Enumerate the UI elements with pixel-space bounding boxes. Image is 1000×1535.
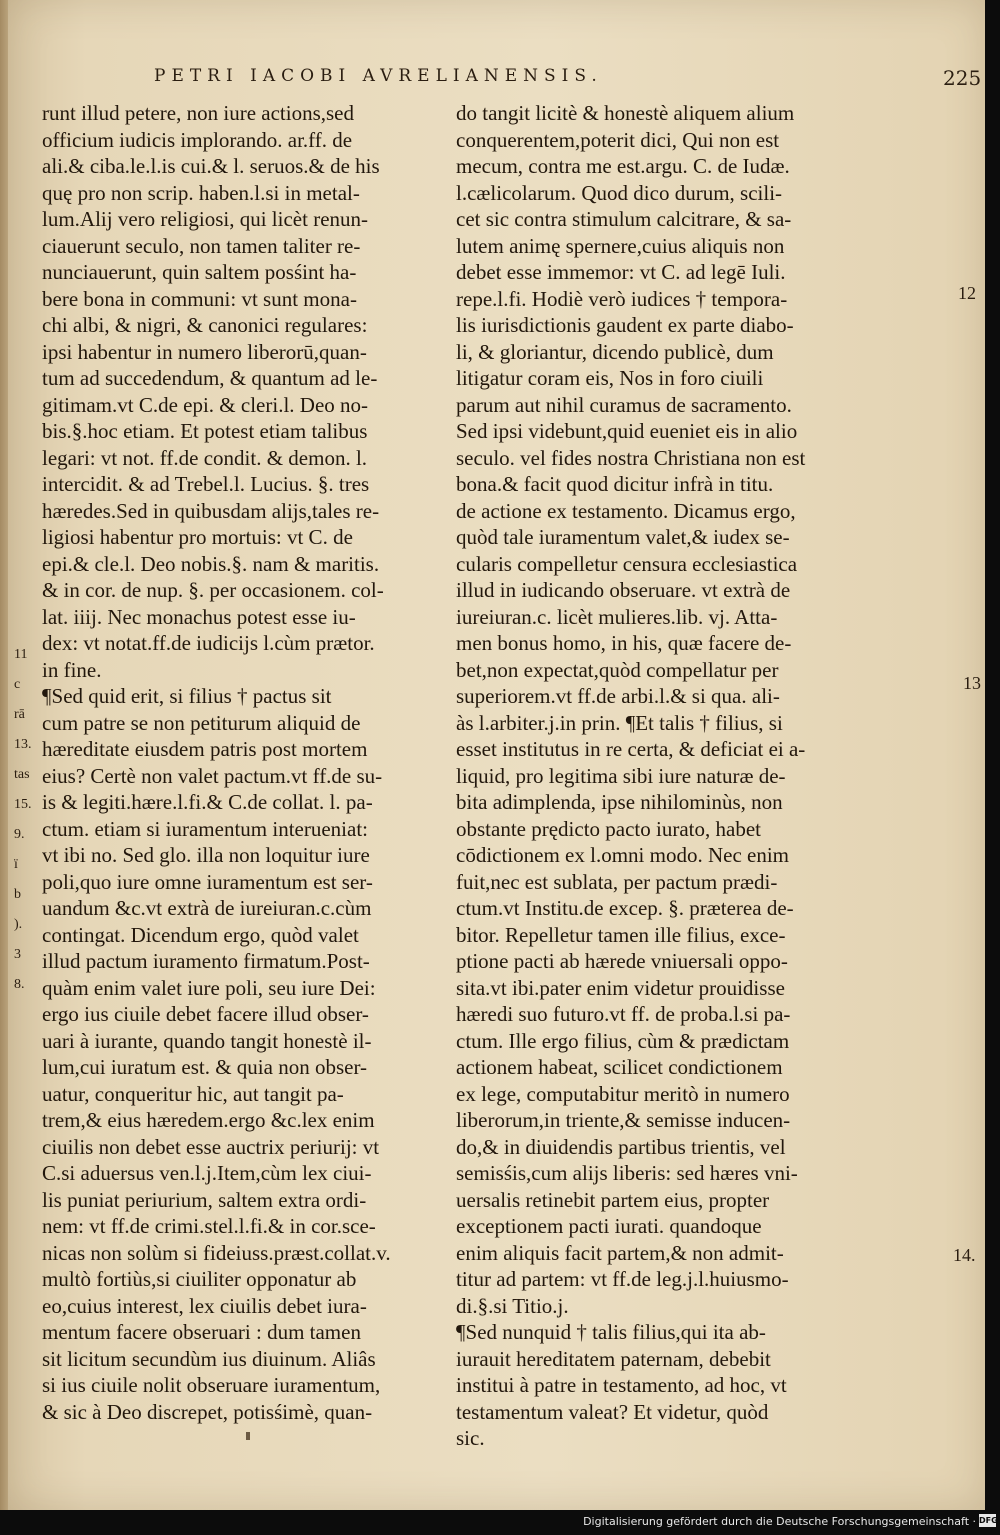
text-line: lis puniat periurium, saltem extra ordi-	[42, 1187, 367, 1212]
text-line: si ius ciuile nolit obseruare iuramentum,	[42, 1373, 381, 1397]
text-line: esset institutus in re certa, & deficiat ei a-	[456, 737, 806, 761]
text-line: liquid, pro legitima sibi iure naturæ de-	[456, 763, 786, 788]
text-line: semisśis,cum alijs liberis: sed hæres vni-	[456, 1161, 798, 1185]
text-line: ctum. Ille ergo filius, cùm & prædictam	[456, 1028, 790, 1053]
text-line: enim aliquis facit partem,& non admit-	[456, 1240, 784, 1265]
text-line: lutem animę spernere,cuius aliquis non	[456, 233, 785, 258]
text-line: superiorem.vt ff.de arbi.l.& si qua. ali-	[456, 684, 780, 708]
text-line: seculo. vel fides nostra Christiana non est	[456, 445, 806, 470]
text-line: cet sic contra stimulum calcitrare, & sa-	[456, 207, 792, 231]
text-line: eo,cuius interest, lex ciuilis debet iura-	[42, 1293, 367, 1318]
text-line: testamentum valeat? Et videtur, quòd	[456, 1399, 769, 1424]
text-line: sit licitum secundùm ius diuinum. Aliâs	[42, 1346, 376, 1371]
margin-note: rā	[14, 707, 25, 722]
margin-note: 11	[14, 647, 28, 662]
text-line: quę pro non scrip. haben.l.si in metal-	[42, 180, 360, 205]
text-line: runt illud petere, non iure actions,sed	[42, 101, 354, 125]
text-line: ¶Sed quid erit, si filius † pactus sit	[42, 684, 332, 708]
text-line: exceptionem pacti iurati. quandoque	[456, 1214, 762, 1238]
text-line: bitor. Repelletur tamen ille filius, exce-	[456, 922, 786, 947]
right-text-column	[456, 100, 856, 1452]
text-line: uandum &c.vt extrà de iureiuran.c.cùm	[42, 896, 372, 920]
text-line: bita adimplenda, ipse nihilominùs, non	[456, 790, 783, 814]
text-line: poli,quo iure omne iuramentum est ser-	[42, 869, 373, 894]
text-line: ctum.vt Institu.de excep. §. præterea de-	[456, 896, 794, 920]
text-line: mecum, contra me est.argu. C. de Iudæ.	[456, 154, 790, 178]
text-line: dex: vt notat.ff.de iudicijs l.cùm prætor.	[42, 631, 375, 655]
text-line: men bonus homo, in his, quæ facere de-	[456, 631, 792, 655]
text-line: gitimam.vt C.de epi. & cleri.l. Deo no-	[42, 392, 369, 417]
text-line: obstante prędicto pacto iurato, habet	[456, 816, 761, 841]
text-line: ¶Sed nunquid † talis filius,qui ita ab-	[456, 1320, 766, 1344]
text-line: uersalis retinebit partem eius, propter	[456, 1187, 770, 1212]
text-line: trem,& eius hæredem.ergo &c.lex enim	[42, 1108, 375, 1132]
digitization-credit: Digitalisierung gefördert durch die Deutsche Forschungsgemeinschaft ·	[583, 1515, 976, 1528]
running-title: PETRI IACOBI AVRELIANENSIS.	[154, 66, 603, 86]
text-line: chi albi, & nigri, & canonici regulares:	[42, 313, 368, 337]
text-line: intercidit. & ad Trebel.l. Lucius. §. tres	[42, 472, 370, 496]
text-line: nem: vt ff.de crimi.stel.l.fi.& in cor.sce-	[42, 1214, 376, 1238]
text-line: bona.& facit quod dicitur infrà in titu.	[456, 472, 774, 496]
margin-note: ).	[14, 917, 23, 932]
text-line: nicas non solùm si fideiuss.præst.collat.v.	[42, 1240, 391, 1265]
text-line: actionem habeat, scilicet condictionem	[456, 1055, 783, 1079]
text-line: illud pactum iuramento firmatum.Post-	[42, 949, 370, 973]
text-line: cularis compelletur censura ecclesiastica	[456, 551, 798, 576]
text-line: lum,cui iuratum est. & quia non obser-	[42, 1055, 368, 1079]
text-line: parum aut nihil curamus de sacramento.	[456, 392, 792, 417]
text-line: quàm enim valet iure poli, seu iure Dei:	[42, 975, 376, 1000]
text-line: lum.Alij vero religiosi, qui licèt renun-	[42, 207, 369, 231]
text-line: bet,non expectat,quòd compellatur per	[456, 657, 779, 682]
text-line: ptione pacti ab hærede vniuersali oppo-	[456, 949, 788, 973]
text-line: Sed ipsi videbunt,quid eueniet eis in alio	[456, 419, 798, 443]
margin-note-14: 14.	[953, 1245, 976, 1265]
text-line: de actione ex testamento. Dicamus ergo,	[456, 498, 796, 523]
ink-speck	[246, 1432, 250, 1440]
text-line: ex lege, computabitur meritò in numero	[456, 1081, 790, 1106]
dfg-logo: DFG	[979, 1516, 998, 1525]
margin-note: 9.	[14, 827, 25, 842]
margin-note: 3	[14, 947, 21, 962]
margin-note: 13.	[14, 737, 32, 752]
margin-note-12: 12	[958, 283, 976, 303]
text-line: uari à iurante, quando tangit honestè il-	[42, 1028, 372, 1053]
text-line: do,& in diuidendis partibus trientis, vel	[456, 1134, 786, 1159]
text-line: fuit,nec est sublata, per pactum prædi-	[456, 869, 778, 894]
text-line: & sic à Deo discrepet, potisśimè, quan-	[42, 1399, 373, 1424]
text-line: bis.§.hoc etiam. Et potest etiam talibus	[42, 419, 368, 443]
text-line: & in cor. de nup. §. per occasionem. col-	[42, 578, 384, 602]
text-line: ipsi habentur in numero liberorū,quan-	[42, 339, 367, 364]
margin-note: c	[14, 677, 21, 692]
text-line: liberorum,in triente,& semisse inducen-	[456, 1108, 791, 1132]
text-line: ctum. etiam si iuramentum interueniat:	[42, 816, 368, 841]
text-line: repe.l.fi. Hodiè verò iudices † tempora-	[456, 286, 788, 311]
margin-note: tas	[14, 767, 30, 782]
margin-note-13: 13	[963, 673, 981, 693]
text-line: hæredi suo futuro.vt ff. de proba.l.si pa-	[456, 1002, 791, 1026]
text-line: in fine.	[42, 657, 102, 682]
text-line: quòd tale iuramentum valet,& iudex se-	[456, 525, 790, 549]
text-line: sic.	[456, 1426, 485, 1450]
text-line: hæredes.Sed in quibusdam alijs,tales re-	[42, 498, 380, 523]
margin-note: ï	[14, 857, 18, 872]
text-line: conquerentem,poterit dici, Qui non est	[456, 127, 780, 152]
text-line: C.si aduersus ven.l.j.Item,cùm lex ciui-	[42, 1161, 372, 1185]
page-number: 225	[943, 66, 982, 90]
text-line: às l.arbiter.j.in prin. ¶Et talis † filius, si	[456, 710, 783, 735]
text-line: eius? Certè non valet pactum.vt ff.de su-	[42, 763, 383, 788]
text-line: ligiosi habentur pro mortuis: vt C. de	[42, 525, 353, 549]
left-text-column	[42, 100, 442, 1425]
text-line: li, & gloriantur, dicendo publicè, dum	[456, 339, 774, 364]
text-line: litigatur coram eis, Nos in foro ciuili	[456, 366, 764, 390]
margin-note: 15.	[14, 797, 32, 812]
margin-note: 8.	[14, 977, 25, 992]
text-line: ali.& ciba.le.l.is cui.& l. seruos.& de his	[42, 154, 380, 178]
text-line: tum ad succedendum, & quantum ad le-	[42, 366, 378, 390]
text-line: epi.& cle.l. Deo nobis.§. nam & maritis.	[42, 551, 380, 576]
margin-note: b	[14, 887, 21, 902]
text-line: officium iudicis implorando. ar.ff. de	[42, 127, 353, 152]
text-line: cum patre se non petiturum aliquid de	[42, 710, 361, 735]
text-line: do tangit licitè & honestè aliquem alium	[456, 101, 795, 125]
text-line: is & legiti.hære.l.fi.& C.de collat. l. pa-	[42, 790, 373, 814]
text-line: uatur, conqueritur hic, aut tangit pa-	[42, 1081, 344, 1106]
book-page	[8, 0, 985, 1510]
text-line: vt ibi no. Sed glo. illa non loquitur iure	[42, 843, 370, 867]
text-line: titur ad partem: vt ff.de leg.j.l.huiusmo-	[456, 1267, 789, 1291]
text-line: mentum facere obseruari : dum tamen	[42, 1320, 361, 1344]
text-line: legari: vt not. ff.de condit. & demon. l.	[42, 445, 368, 470]
text-line: cōdictionem ex l.omni modo. Nec enim	[456, 843, 790, 867]
text-line: bere bona in communi: vt sunt mona-	[42, 286, 357, 311]
text-line: ergo ius ciuile debet facere illud obser-	[42, 1002, 369, 1026]
text-line: contingat. Dicendum ergo, quòd valet	[42, 922, 359, 947]
text-line: debet esse immemor: vt C. ad legē Iuli.	[456, 260, 786, 284]
text-line: iureiuran.c. licèt mulieres.lib. vj. Atta-	[456, 604, 778, 629]
text-line: ciuilis non debet esse auctrix periurij: vt	[42, 1134, 380, 1159]
text-line: lis iurisdictionis gaudent ex parte diabo-	[456, 313, 794, 337]
text-line: ciauerunt seculo, non tamen taliter re-	[42, 233, 361, 258]
left-margin-notes	[14, 640, 38, 1000]
text-line: sita.vt ibi.pater enim videtur prouidisse	[456, 975, 785, 1000]
text-line: lat. iiij. Nec monachus potest esse iu-	[42, 604, 356, 629]
text-line: di.§.si Titio.j.	[456, 1293, 569, 1318]
text-line: multò fortiùs,si ciuiliter opponatur ab	[42, 1267, 357, 1291]
text-line: institui à patre in testamento, ad hoc, vt	[456, 1373, 787, 1397]
text-line: l.cælicolarum. Quod dico durum, scili-	[456, 180, 783, 205]
text-line: hæreditate eiusdem patris post mortem	[42, 737, 368, 761]
text-line: nunciauerunt, quin saltem posśint ha-	[42, 260, 357, 284]
text-line: illud in iudicando obseruare. vt extrà de	[456, 578, 791, 602]
text-line: iurauit hereditatem paternam, debebit	[456, 1346, 771, 1371]
